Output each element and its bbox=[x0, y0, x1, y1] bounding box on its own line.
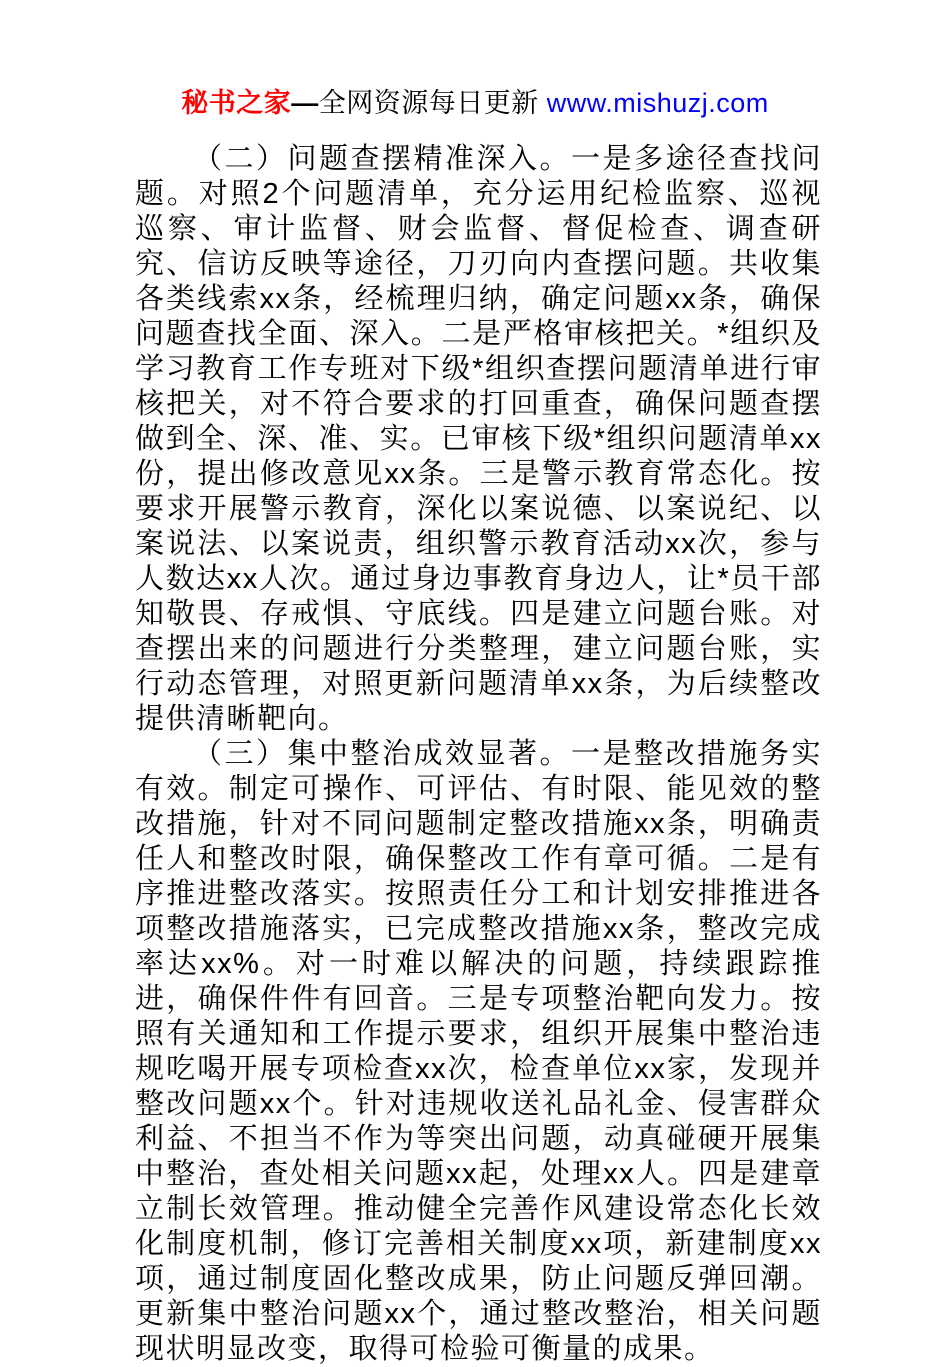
dash-separator: — bbox=[291, 88, 319, 118]
paragraph-3: （三）集中整治成效显著。一是整改措施务实有效。制定可操作、可评估、有时限、能见效的整改措施，针对不同问题制定整改措施xx条，明确责任人和整改时限，确保整改工作有章可循。二是有序推进整改落实。按照责任分工和计划安排推进各项整改措施落实，已完成整改措施xx条，整改完成率达xx%。对一时难以解决的问题，持续跟踪推进，确保件件有回音。三是专项整治靶向发力。按照有关通知和工作提示要求，组织开展集中整治违规吃喝开展专项检查xx次，检查单位xx家，发现并整改问题xx个。针对违规收送礼品礼金、侵害群众利益、不担当不作为等突出问题，动真碰硬开展集中整治，查处相关问题xx起，处理xx人。四是建章立制长效管理。推动健全完善作风建设常态化长效化制度机制，修订完善相关制度xx项，新建制度xx项，通过制度固化整改成果，防止问题反弹回潮。更新集中整治问题xx个，通过整改整治，相关问题现状明显改变，取得可检验可衡量的成果。 bbox=[135, 738, 822, 1365]
site-header bbox=[0, 88, 950, 118]
document-body bbox=[135, 142, 822, 1367]
brand-name: 秘书之家 bbox=[181, 88, 292, 118]
tagline: 全网资源每日更新 bbox=[318, 88, 547, 118]
site-url-link[interactable]: www.mishuzj.com bbox=[546, 88, 769, 118]
paragraph-2: （二）问题查摆精准深入。一是多途径查找问题。对照2个问题清单，充分运用纪检监察、巡视巡察、审计监督、财会监督、督促检查、调查研究、信访反映等途径，刀刃向内查摆问题。共收集各类线索xx条，经梳理归纳，确定问题xx条，确保问题查找全面、深入。二是严格审核把关。*组织及学习教育工作专班对下级*组织查摆问题清单进行审核把关，对不符合要求的打回重查，确保问题查摆做到全、深、准、实。已审核下级*组织问题清单xx份，提出修改意见xx条。三是警示教育常态化。按要求开展警示教育，深化以案说德、以案说纪、以案说法、以案说责，组织警示教育活动xx次，参与人数达xx人次。通过身边事教育身边人，让*员干部知敬畏、存戒惧、守底线。四是建立问题台账。对查摆出来的问题进行分类整理，建立问题台账，实行动态管理，对照更新问题清单xx条，为后续整改提供清晰靶向。 bbox=[135, 143, 822, 735]
